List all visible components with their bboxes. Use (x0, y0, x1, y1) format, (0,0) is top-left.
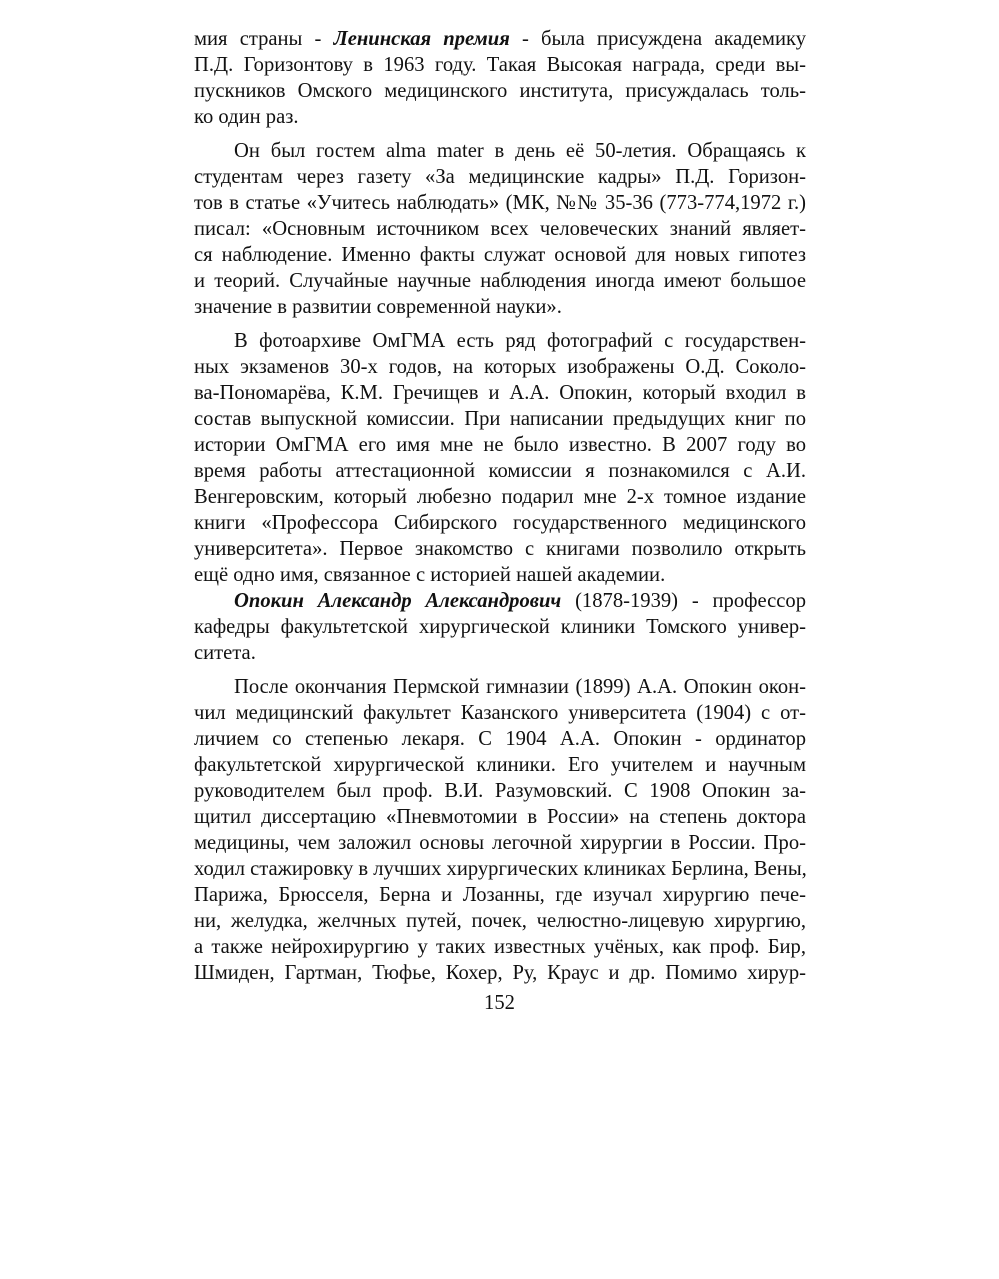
text-line: руководителем был проф. В.И. Разумовский. С 1908 Опокин за- (194, 780, 806, 802)
text-line: а также нейрохирургию у таких известных учёных, как проф. Бир, (194, 936, 806, 958)
text-line: время работы аттестационной комиссии я познакомился с А.И. (194, 460, 806, 482)
text-line: кафедры факультетской хирургической клиники Томского универ- (194, 616, 806, 638)
text-line: медицины, чем заложил основы легочной хирургии в России. Про- (194, 832, 806, 854)
text-line: ситета. (194, 642, 256, 664)
paragraph (194, 674, 806, 986)
text-line: ных экзаменов 30-х годов, на которых изображены О.Д. Соколо- (194, 356, 806, 378)
text-line: состав выпускной комиссии. При написании предыдущих книг по (194, 408, 806, 430)
text-line: щитил диссертацию «Пневмотомии в России» на степень доктора (194, 806, 806, 828)
text-line: ся наблюдение. Именно факты служат основой для новых гипотез (194, 244, 806, 266)
text-line: истории ОмГМА его имя мне не было известно. В 2007 году во (194, 434, 806, 456)
text-line: ко один раз. (194, 106, 299, 128)
text-line: мия страны - Ленинская премия - была присуждена академику (194, 28, 806, 50)
text-line: пускников Омского медицинского института, присуждалась толь- (194, 80, 806, 102)
text-line: Венгеровским, который любезно подарил мне 2-х томное издание (194, 486, 806, 508)
text-line: ещё одно имя, связанное с историей нашей академии. (194, 564, 666, 586)
text-line: ва-Пономарёва, К.М. Гречищев и А.А. Опокин, который входил в (194, 382, 806, 404)
page-body (194, 26, 806, 986)
emphasis-text: Ленинская премия (333, 28, 510, 50)
text-line: значение в развитии современной науки». (194, 296, 562, 318)
text-line: факультетской хирургической клиники. Его учителем и научным (194, 754, 806, 776)
person-name: Опокин Александр Александрович (234, 590, 562, 612)
paragraph (194, 138, 806, 320)
text-line: После окончания Пермской гимназии (1899) А.А. Опокин окон- (234, 676, 806, 698)
text-line: чил медицинский факультет Казанского университета (1904) с от- (194, 702, 806, 724)
text-line: Он был гостем alma mater в день её 50-летия. Обращаясь к (234, 140, 806, 162)
text-line: В фотоархиве ОмГМА есть ряд фотографий с государствен- (234, 330, 806, 352)
text-line: и теорий. Случайные научные наблюдения иногда имеют большое (194, 270, 806, 292)
paragraph (194, 26, 806, 130)
paragraph (194, 328, 806, 666)
text-line: книги «Профессора Сибирского государственного медицинского (194, 512, 806, 534)
text-line: личием со степенью лекаря. С 1904 А.А. Опокин - ординатор (194, 728, 806, 750)
text-line: Шмиден, Гартман, Тюфье, Кохер, Ру, Краус и др. Помимо хирур- (194, 962, 806, 984)
text-line: Опокин Александр Александрович (1878-1939) - профессор (234, 590, 806, 612)
text-line: студентам через газету «За медицинские кадры» П.Д. Горизон- (194, 166, 806, 188)
text-line: П.Д. Горизонтову в 1963 году. Такая Высокая награда, среди вы- (194, 54, 806, 76)
text-line: тов в статье «Учитесь наблюдать» (МК, №№ 35-36 (773-774,1972 г.) (194, 192, 806, 214)
text-line: ходил стажировку в лучших хирургических клиниках Берлина, Вены, (194, 858, 807, 880)
text-line: Парижа, Брюсселя, Берна и Лозанны, где изучал хирургию пече- (194, 884, 806, 906)
text-line: ни, желудка, желчных путей, почек, челюстно-лицевую хирургию, (194, 910, 806, 932)
page-number: 152 (484, 992, 515, 1014)
text-line: писал: «Основным источником всех человеческих знаний являет- (194, 218, 806, 240)
text-line: университета». Первое знакомство с книгами позволило открыть (194, 538, 806, 560)
